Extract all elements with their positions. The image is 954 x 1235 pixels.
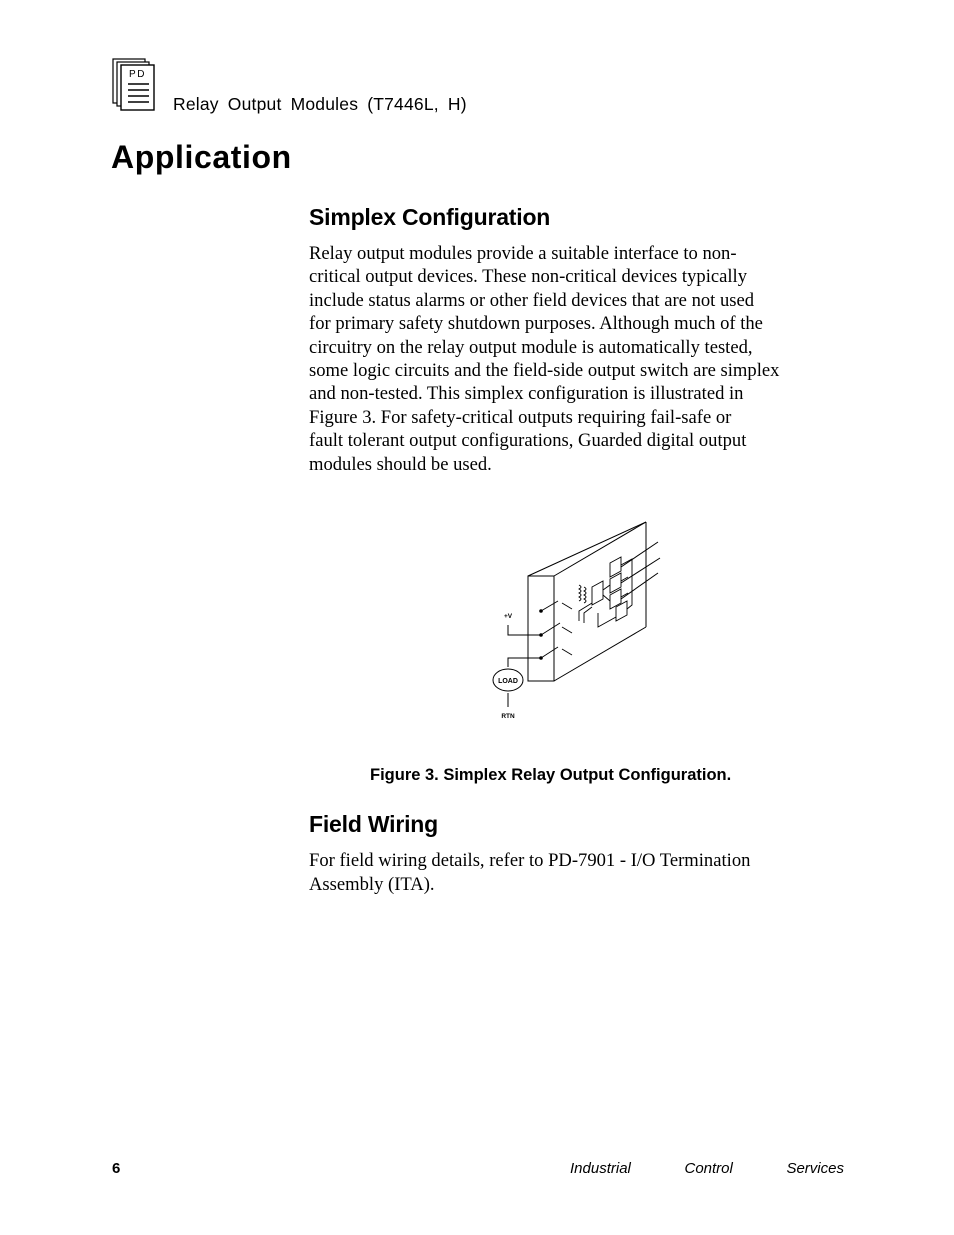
simplex-heading: Simplex Configuration [309, 204, 551, 230]
rtn-label: RTN [501, 713, 515, 720]
header-title: Relay Output Modules (T7446L, H) [173, 94, 467, 114]
load-label: LOAD [498, 678, 518, 685]
page-number: 6 [112, 1160, 121, 1177]
simplex-line: include status alarms or other field devices that are not used [309, 289, 755, 311]
footer-word: Industrial [570, 1160, 631, 1177]
simplex-line: Relay output modules provide a suitable interface to non- [309, 243, 737, 264]
field-wiring-line: For field wiring details, refer to PD-7901 - I/O Termination [309, 850, 751, 871]
pd-logo-icon [112, 58, 156, 112]
simplex-line: modules should be used. [309, 453, 492, 475]
simplex-relay-diagram [486, 515, 664, 725]
simplex-line: fault tolerant output configurations, Guarded digital output [309, 430, 747, 452]
simplex-line: for primary safety shutdown purposes. Although much of the [309, 313, 763, 335]
simplex-line: circuitry on the relay output module is automatically tested, [309, 336, 753, 358]
footer-company [570, 1160, 844, 1177]
section-title: Application [111, 139, 292, 175]
footer-word: Control [684, 1160, 733, 1177]
field-wiring-paragraph [309, 849, 849, 897]
field-wiring-line: Assembly (ITA). [309, 874, 435, 895]
simplex-line: Figure 3. For safety-critical outputs requiring fail-safe or [309, 406, 732, 428]
figure-caption: Figure 3. Simplex Relay Output Configuration. [370, 766, 732, 784]
footer-word: Services [786, 1160, 844, 1177]
terminal-dot [539, 609, 543, 613]
plus-v-label: +V [504, 613, 513, 620]
simplex-line: and non-tested. This simplex configuration is illustrated in [309, 383, 744, 405]
logo-letters: PD [129, 69, 146, 80]
module-box [528, 522, 646, 681]
simplex-line: critical output devices. These non-critical devices typically [309, 266, 747, 288]
simplex-paragraph [309, 242, 849, 476]
simplex-line: some logic circuits and the field-side output switch are simplex [309, 360, 780, 382]
field-wiring-heading: Field Wiring [309, 811, 438, 837]
